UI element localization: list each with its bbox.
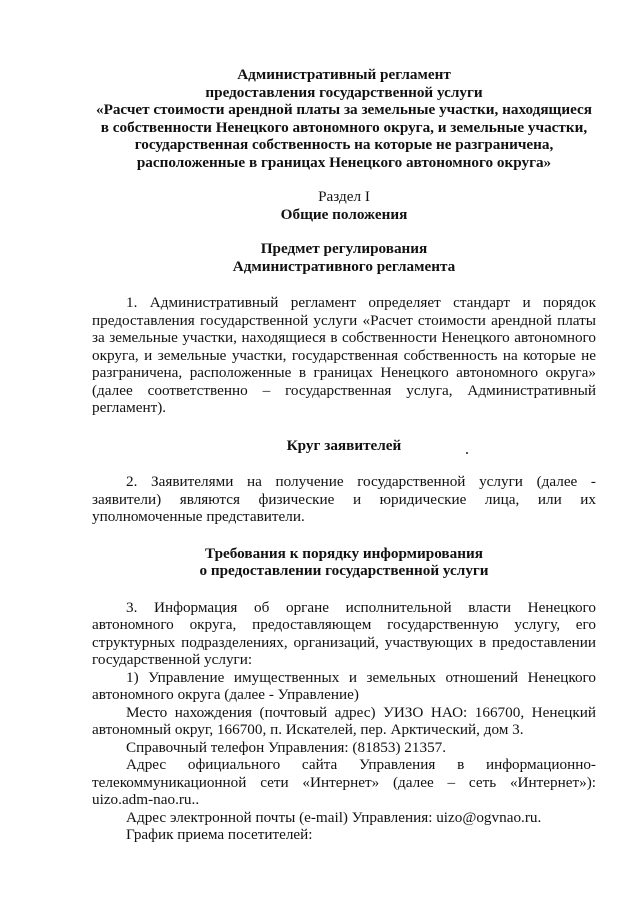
paragraph-line: автономный округ, 166700, п. Искателей, пер. Арктический, дом 3. <box>92 721 524 738</box>
subject-heading <box>92 240 596 275</box>
paragraph-line: округа, и земельные участки, государственная собственность на которые не <box>92 346 596 364</box>
paragraph-line: регламент). <box>92 399 167 416</box>
title-line: расположенные в границах Ненецкого автономного округа» <box>136 153 552 171</box>
title-line: в собственности Ненецкого автономного округа, и земельные участки, <box>100 118 588 136</box>
paragraph-line: государственной услуги: <box>92 651 253 668</box>
paragraph-line: уполномоченные представители. <box>92 508 305 525</box>
email-paragraph <box>92 809 596 827</box>
document-title <box>92 66 596 171</box>
item-1 <box>92 669 596 704</box>
section-number: Раздел I <box>318 188 370 205</box>
address-paragraph <box>92 704 596 739</box>
heading-line: Административного регламента <box>232 257 456 275</box>
paragraph-line: (далее соответственно – государственная услуга, Административный <box>92 381 596 399</box>
applicants-heading: Круг заявителей <box>286 436 402 454</box>
paragraph-line: телекоммуникационной сети «Интернет» (далее – сеть «Интернет»): <box>92 773 596 791</box>
title-line: предоставления государственной услуги <box>205 83 483 101</box>
paragraph-line: 1) Управление имущественных и земельных отношений Ненецкого <box>126 668 596 686</box>
schedule-paragraph <box>92 826 596 844</box>
paragraph-3 <box>92 599 596 669</box>
heading-line: Предмет регулирования <box>260 240 428 257</box>
website-paragraph <box>92 756 596 809</box>
paragraph-line: 3. Информация об органе исполнительной власти Ненецкого <box>126 598 596 616</box>
document-page <box>92 66 596 844</box>
paragraph-line: автономного округа, предоставляющем государственную услугу, его <box>92 616 596 633</box>
title-line: государственная собственность на которые не разграничена, <box>134 136 554 153</box>
phone-paragraph <box>92 739 596 757</box>
paragraph-1 <box>92 294 596 417</box>
paragraph-line: разграничена, расположенные в границах Ненецкого автономного округа» <box>92 364 596 381</box>
info-heading <box>92 545 596 580</box>
paragraph-line: заявители) являются физические и юридические лица, или их <box>92 490 596 508</box>
paragraph-line: Справочный телефон Управления: (81853) 21357. <box>126 738 447 756</box>
paragraph-2 <box>92 473 596 526</box>
paragraph-line: структурных подразделениях, организаций, участвующих в предоставлении <box>92 633 596 651</box>
title-line: «Расчет стоимости арендной платы за земельные участки, находящиеся <box>95 101 593 118</box>
paragraph-line: Место нахождения (почтовый адрес) УИЗО НАО: 166700, Ненецкий <box>126 703 596 721</box>
stray-dot <box>466 452 468 454</box>
heading-line: Требования к порядку информирования <box>205 544 483 562</box>
heading-line: о предоставлении государственной услуги <box>199 562 489 579</box>
paragraph-line: uizo.adm-nao.ru.. <box>92 791 200 808</box>
title-line: Административный регламент <box>237 66 451 83</box>
section-name: Общие положения <box>280 205 408 223</box>
section-heading <box>92 188 596 223</box>
paragraph-line: Адрес официального сайта Управления в информационно- <box>126 756 596 773</box>
paragraph-line: автономного округа (далее - Управление) <box>92 686 359 703</box>
paragraph-line: 2. Заявителями на получение государственной услуги (далее - <box>126 473 596 490</box>
paragraph-line: 1. Административный регламент определяет стандарт и порядок <box>126 294 596 311</box>
paragraph-line: Адрес электронной почты (e-mail) Управления: uizo@ogvnao.ru. <box>126 808 542 826</box>
paragraph-line: за земельные участки, находящиеся в собственности Ненецкого автономного <box>92 329 596 346</box>
paragraph-line: предоставления государственной услуги «Расчет стоимости арендной платы <box>92 311 596 329</box>
paragraph-line: График приема посетителей: <box>126 826 313 843</box>
